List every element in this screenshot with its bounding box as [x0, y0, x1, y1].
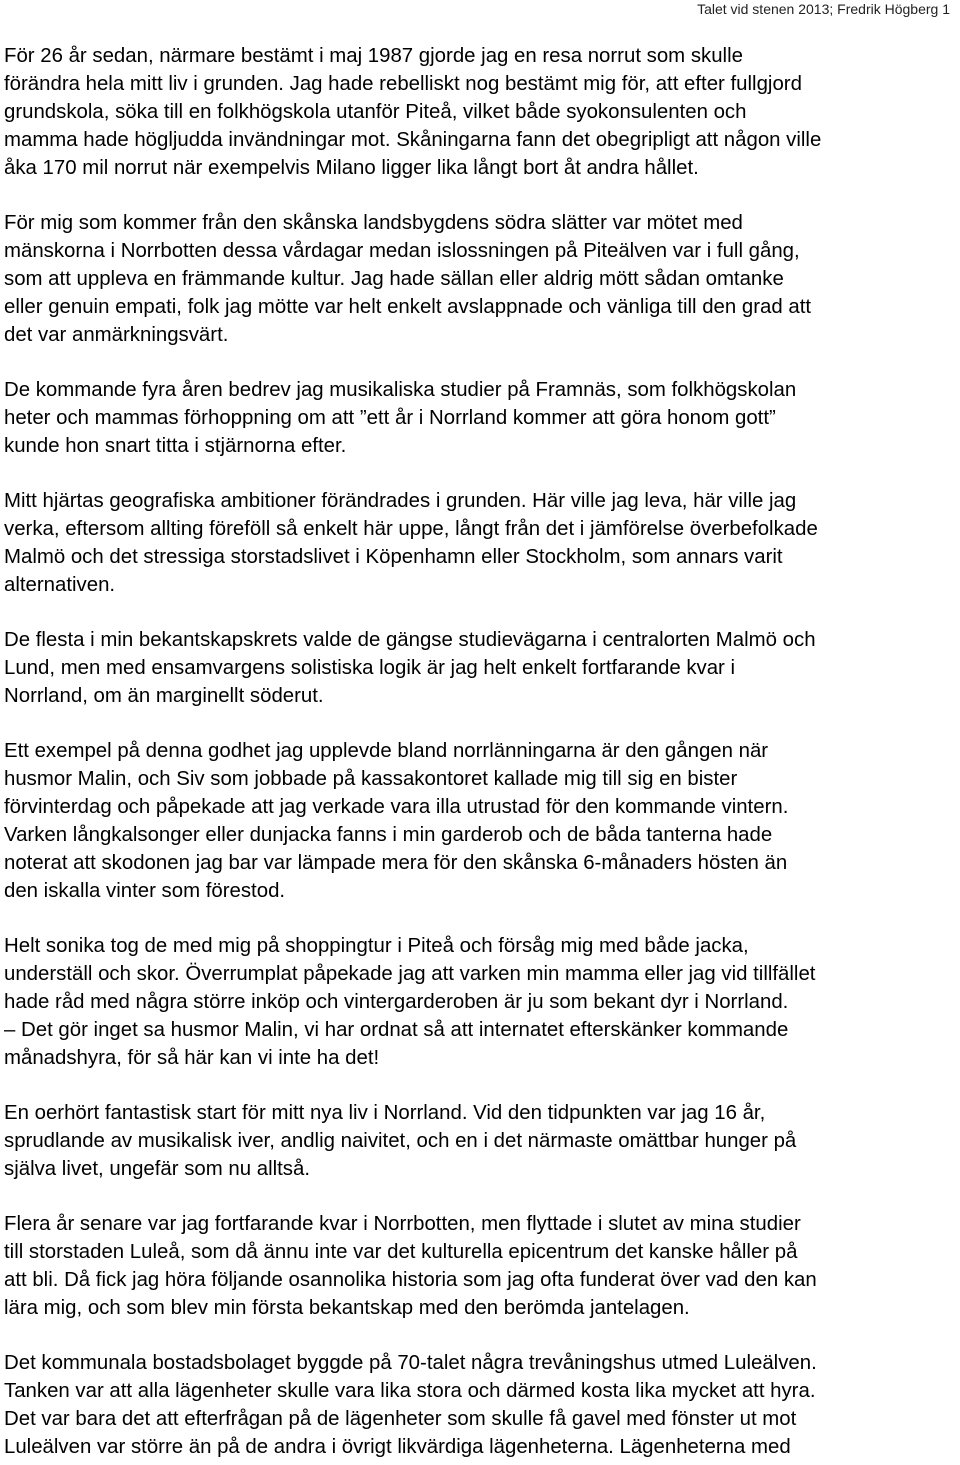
- text-line: alternativen.: [4, 574, 116, 596]
- paragraph: [4, 1210, 959, 1322]
- text-line: åka 170 mil norrut när exempelvis Milano ligger lika långt bort åt andra hållet.: [4, 157, 699, 179]
- text-line: husmor Malin, och Siv som jobbade på kassakontoret kallade mig till sig en bister: [4, 768, 738, 790]
- text-line: För 26 år sedan, närmare bestämt i maj 1987 gjorde jag en resa norrut som skulle: [4, 45, 743, 67]
- text-line: Luleälven var större än på de andra i övrigt likvärdiga lägenheterna. Lägenheterna med: [4, 1436, 791, 1458]
- text-line: att bli. Då fick jag höra följande osannolika historia som jag ofta funderat över vad den kan: [4, 1269, 817, 1291]
- text-line: förändra hela mitt liv i grunden. Jag hade rebelliskt nog bestämt mig för, att efter fullgjord: [4, 73, 802, 95]
- text-line: För mig som kommer från den skånska landsbygdens södra slätter var mötet med: [4, 212, 743, 234]
- text-line: Varken långkalsonger eller dunjacka fanns i min garderob och de båda tanterna hade: [4, 824, 773, 846]
- text-line: Mitt hjärtas geografiska ambitioner förändrades i grunden. Här ville jag leva, här ville jag: [4, 490, 797, 512]
- text-line: mamma hade högljudda invändningar mot. Skåningarna fann det obegripligt att någon ville: [4, 129, 822, 151]
- text-line: som att uppleva en främmande kultur. Jag hade sällan eller aldrig mött sådan omtanke: [4, 268, 784, 290]
- text-line: hade råd med några större inköp och vintergarderoben är ju som bekant dyr i Norrland.: [4, 991, 789, 1013]
- text-line: det var anmärkningsvärt.: [4, 324, 229, 346]
- text-line: månadshyra, för så här kan vi inte ha det!: [4, 1047, 380, 1069]
- text-line: En oerhört fantastisk start för mitt nya liv i Norrland. Vid den tidpunkten var jag 16 år,: [4, 1102, 766, 1124]
- text-line: sprudlande av musikalisk iver, andlig naivitet, och en i det närmaste omättbar hunger på: [4, 1130, 797, 1152]
- text-line: kunde hon snart titta i stjärnorna efter.: [4, 435, 347, 457]
- paragraph: [4, 737, 959, 905]
- text-line: förvinterdag och påpekade att jag verkade vara illa utrustad för den kommande vintern.: [4, 796, 789, 818]
- text-line: mänskorna i Norrbotten dessa vårdagar medan islossningen på Piteälven var i full gång,: [4, 240, 800, 262]
- text-line: Det var bara det att efterfrågan på de lägenheter som skulle få gavel med fönster ut mot: [4, 1408, 797, 1430]
- text-line: Norrland, om än marginellt söderut.: [4, 685, 324, 707]
- text-line: grundskola, söka till en folkhögskola utanför Piteå, vilket både syokonsulenten och: [4, 101, 747, 123]
- text-line: eller genuin empati, folk jag mötte var helt enkelt avslappnade och vänliga till den grad att: [4, 296, 812, 318]
- text-line: till storstaden Luleå, som då ännu inte var det kulturella epicentrum det kanske håller på: [4, 1241, 798, 1263]
- text-line: heter och mammas förhoppning om att ”ett år i Norrland kommer att göra honom gott”: [4, 407, 776, 429]
- running-header: Talet vid stenen 2013; Fredrik Högberg 1: [697, 1, 950, 17]
- text-line: underställ och skor. Överrumplat påpekade jag att varken min mamma eller jag vid tillfället: [4, 963, 816, 985]
- text-line: verka, eftersom allting föreföll så enkelt här uppe, långt från det i jämförelse överbefolkade: [4, 518, 818, 540]
- paragraph: [4, 209, 959, 349]
- text-line: De kommande fyra åren bedrev jag musikaliska studier på Framnäs, som folkhögskolan: [4, 379, 797, 401]
- paragraph: [4, 42, 959, 182]
- text-line: – Det gör inget sa husmor Malin, vi har ordnat så att internatet efterskänker kommande: [4, 1019, 789, 1041]
- paragraph: [4, 1349, 959, 1461]
- text-line: noterat att skodonen jag bar var lämpade mera för den skånska 6-månaders hösten än: [4, 852, 788, 874]
- text-line: Malmö och det stressiga storstadslivet i Köpenhamn eller Stockholm, som annars varit: [4, 546, 783, 568]
- paragraph: [4, 376, 959, 460]
- paragraph: [4, 932, 959, 1072]
- text-line: lära mig, och som blev min första bekantskap med den berömda jantelagen.: [4, 1297, 690, 1319]
- text-line: Flera år senare var jag fortfarande kvar i Norrbotten, men flyttade i slutet av mina studier: [4, 1213, 801, 1235]
- text-line: Tanken var att alla lägenheter skulle vara lika stora och därmed kosta lika mycket att hyra.: [4, 1380, 816, 1402]
- text-line: De flesta i min bekantskapskrets valde de gängse studievägarna i centralorten Malmö och: [4, 629, 816, 651]
- text-line: Ett exempel på denna godhet jag upplevde bland norrlänningarna är den gången när: [4, 740, 769, 762]
- text-line: Det kommunala bostadsbolaget byggde på 70-talet några trevåningshus utmed Luleälven.: [4, 1352, 817, 1374]
- text-line: Helt sonika tog de med mig på shoppingtur i Piteå och försåg mig med både jacka,: [4, 935, 749, 957]
- text-line: Lund, men med ensamvargens solistiska logik är jag helt enkelt fortfarande kvar i: [4, 657, 736, 679]
- text-line: den iskalla vinter som förestod.: [4, 880, 286, 902]
- text-line: själva livet, ungefär som nu alltså.: [4, 1158, 311, 1180]
- paragraph: [4, 1099, 959, 1183]
- paragraph: [4, 626, 959, 710]
- body-text: [4, 42, 959, 1465]
- paragraph: [4, 487, 959, 599]
